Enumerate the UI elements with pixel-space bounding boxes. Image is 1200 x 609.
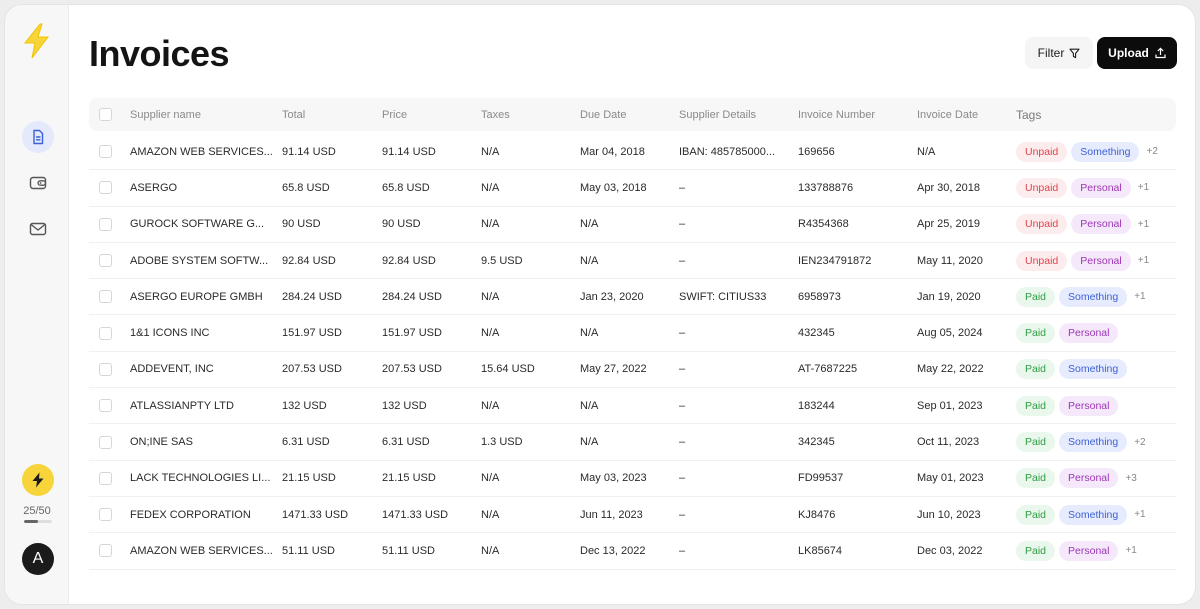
invoices-table [89,98,1176,570]
cell-supplier-details: – [679,436,686,449]
table-row[interactable] [89,207,1176,243]
row-checkbox[interactable] [99,436,112,449]
header-tags: Tags [1016,107,1042,122]
table-row[interactable] [89,461,1176,497]
tag-badge[interactable]: Something [1059,505,1127,525]
cell-invoice-number: R4354368 [798,218,849,231]
cell-tags [1016,134,1176,169]
cell-supplier-name: ASERGO EUROPE GMBH [130,290,263,303]
upload-icon [1155,47,1166,59]
row-checkbox-cell[interactable] [99,170,112,205]
row-checkbox[interactable] [99,363,112,376]
cell-invoice-number: IEN234791872 [798,254,872,267]
cell-due-date: N/A [580,436,599,449]
tag-badge[interactable]: Personal [1071,178,1130,198]
cell-invoice-date: Oct 11, 2023 [917,436,980,449]
cell-due-date: Mar 04, 2018 [580,145,645,158]
cell-invoice-date: Jan 19, 2020 [917,290,981,303]
cell-due-date: May 27, 2022 [580,363,647,376]
more-tags-count[interactable]: +1 [1137,182,1150,194]
cell-invoice-date: Apr 30, 2018 [917,181,980,194]
row-checkbox[interactable] [99,290,112,303]
cell-invoice-number: 183244 [798,399,835,412]
row-checkbox[interactable] [99,181,112,194]
header-supplier-details[interactable]: Supplier Details [679,108,757,121]
cell-supplier-name: 1&1 ICONS INC [130,327,210,340]
header-due-date[interactable]: Due Date [580,108,627,121]
table-row[interactable] [89,170,1176,206]
row-checkbox-cell[interactable] [99,134,112,169]
table-row[interactable] [89,134,1176,170]
cell-total: 1471.33 USD [282,508,349,521]
more-tags-count[interactable]: +1 [1137,218,1150,230]
wallet-icon [29,175,47,191]
cell-invoice-number: 133788876 [798,181,854,194]
tag-badge[interactable]: Something [1071,142,1139,162]
cell-total: 21.15 USD [282,472,336,485]
cell-tags [1016,315,1176,350]
cell-taxes: N/A [481,327,500,340]
cell-supplier-details: – [679,472,686,485]
row-checkbox[interactable] [99,327,112,340]
upload-button-label: Upload [1108,46,1149,60]
cell-taxes: 15.64 USD [481,363,535,376]
row-checkbox-cell[interactable] [99,424,112,459]
row-checkbox-cell[interactable] [99,497,112,532]
cell-supplier-details: – [679,399,686,412]
cell-taxes: N/A [481,544,500,557]
header-taxes[interactable]: Taxes [481,108,510,121]
tag-badge[interactable]: Personal [1071,214,1130,234]
cell-invoice-date: Dec 03, 2022 [917,544,983,557]
cell-invoice-number: 432345 [798,327,835,340]
row-checkbox[interactable] [99,145,112,158]
cell-price: 284.24 USD [382,290,442,303]
table-row[interactable] [89,243,1176,279]
status-badge[interactable]: Unpaid [1016,178,1067,198]
cell-price: 51.11 USD [382,544,435,557]
more-tags-count[interactable]: +1 [1137,255,1150,267]
cell-supplier-name: ASERGO [130,181,178,194]
cell-due-date: May 03, 2023 [580,472,647,485]
row-checkbox-cell[interactable] [99,207,112,242]
cell-supplier-name: ADOBE SYSTEM SOFTW... [130,254,269,267]
cell-supplier-details: SWIFT: CITIUS33 [679,290,767,303]
cell-invoice-number: 169656 [798,145,835,158]
upload-button[interactable] [1097,37,1177,69]
cell-invoice-date: May 11, 2020 [917,254,983,267]
cell-supplier-details: – [679,327,686,340]
credits-count: 25/50 [23,505,51,517]
tag-badge[interactable]: Personal [1059,396,1118,416]
header-total[interactable]: Total [282,108,306,121]
cell-taxes: N/A [481,181,500,194]
more-tags-count[interactable]: +1 [1125,545,1137,557]
cell-invoice-date: May 22, 2022 [917,363,984,376]
cell-invoice-date: Sep 01, 2023 [917,399,983,412]
cell-tags [1016,243,1176,278]
more-tags-count[interactable]: +2 [1146,146,1158,158]
more-tags-count[interactable]: +1 [1134,291,1146,303]
row-checkbox-cell[interactable] [99,388,112,423]
app-window [4,4,1196,605]
table-row[interactable] [89,533,1176,569]
more-tags-count[interactable]: +2 [1134,436,1146,448]
status-badge[interactable]: Unpaid [1016,214,1067,234]
header-invoice-number[interactable]: Invoice Number [798,108,876,121]
sidebar [5,5,69,604]
cell-supplier-name: GUROCK SOFTWARE G... [130,218,265,231]
cell-due-date: N/A [580,327,599,340]
row-checkbox[interactable] [99,218,112,231]
cell-supplier-details: – [679,508,686,521]
row-checkbox[interactable] [99,472,112,485]
cell-tags [1016,207,1176,242]
cell-tags [1016,352,1176,387]
cell-total: 207.53 USD [282,363,342,376]
cell-invoice-number: 342345 [798,436,835,449]
cell-due-date: Dec 13, 2022 [580,544,646,557]
cell-tags [1016,497,1176,532]
cell-supplier-name: LACK TECHNOLOGIES LI... [130,472,271,485]
nav-invoices[interactable] [22,121,54,153]
cell-supplier-details: – [679,254,686,267]
row-checkbox[interactable] [99,544,112,557]
cell-invoice-date: May 01, 2023 [917,472,984,485]
cell-total: 6.31 USD [282,436,330,449]
cell-price: 92.84 USD [382,254,436,267]
cell-price: 91.14 USD [382,145,436,158]
table-body [89,134,1176,570]
table-header [89,98,1176,131]
lightning-logo-icon[interactable] [21,23,53,59]
tag-badge[interactable]: Something [1059,359,1127,379]
cell-invoice-number: LK85674 [798,544,843,557]
select-all-checkbox[interactable] [99,108,112,121]
tag-badge[interactable]: Something [1059,432,1127,452]
more-tags-count[interactable]: +1 [1134,509,1146,521]
credits-badge[interactable] [22,464,54,496]
cell-total: 284.24 USD [282,290,342,303]
cell-taxes: N/A [481,145,500,158]
table-row[interactable] [89,388,1176,424]
header-supplier-name[interactable]: Supplier name [130,108,201,121]
row-checkbox-cell[interactable] [99,533,112,568]
cell-total: 51.11 USD [282,544,335,557]
row-checkbox-cell[interactable] [99,352,112,387]
cell-taxes: 1.3 USD [481,436,523,449]
row-checkbox[interactable] [99,254,112,267]
status-badge[interactable]: Paid [1016,323,1055,343]
cell-due-date: N/A [580,399,599,412]
table-row[interactable] [89,497,1176,533]
nav-mail[interactable] [22,213,54,245]
filter-button[interactable] [1025,37,1093,69]
cell-taxes: N/A [481,218,500,231]
credits-progress-fill [24,520,38,523]
table-row[interactable] [89,424,1176,460]
lightning-icon [31,472,45,488]
cell-due-date: N/A [580,254,599,267]
cell-tags [1016,388,1176,423]
cell-price: 132 USD [382,399,427,412]
cell-due-date: Jun 11, 2023 [580,508,643,521]
cell-tags [1016,461,1176,496]
cell-supplier-details: IBAN: 485785000... [679,145,776,158]
cell-invoice-date: Aug 05, 2024 [917,327,983,340]
cell-price: 21.15 USD [382,472,436,485]
status-badge[interactable]: Paid [1016,432,1055,452]
row-checkbox-cell[interactable] [99,315,112,350]
filter-icon [1069,48,1080,59]
cell-supplier-details: – [679,363,686,376]
cell-due-date: Jan 23, 2020 [580,290,644,303]
cell-tags [1016,424,1176,459]
tag-badge[interactable]: Personal [1059,468,1118,488]
cell-total: 132 USD [282,399,327,412]
cell-invoice-date: Apr 25, 2019 [917,218,980,231]
cell-supplier-name: FEDEX CORPORATION [130,508,251,521]
row-checkbox[interactable] [99,508,112,521]
cell-price: 207.53 USD [382,363,442,376]
cell-invoice-date: Jun 10, 2023 [917,508,981,521]
cell-total: 65.8 USD [282,181,330,194]
cell-supplier-name: ATLASSIANPTY LTD [130,399,234,412]
tag-badge[interactable]: Something [1059,287,1127,307]
status-badge[interactable]: Unpaid [1016,251,1067,271]
cell-taxes: N/A [481,508,500,521]
row-checkbox-cell[interactable] [99,243,112,278]
cell-taxes: N/A [481,399,500,412]
cell-total: 90 USD [282,218,321,231]
cell-price: 151.97 USD [382,327,442,340]
status-badge[interactable]: Paid [1016,541,1055,561]
select-all-cell[interactable] [99,98,112,131]
credits-progress-bar [24,520,52,523]
filter-button-label: Filter [1037,46,1065,60]
mail-icon [29,221,47,237]
cell-price: 65.8 USD [382,181,430,194]
cell-invoice-date: N/A [917,145,936,158]
more-tags-count[interactable]: +3 [1125,472,1137,484]
status-badge[interactable]: Paid [1016,359,1055,379]
cell-taxes: 9.5 USD [481,254,523,267]
cell-invoice-number: AT-7687225 [798,363,858,376]
cell-supplier-name: ON;INE SAS [130,436,193,449]
cell-total: 92.84 USD [282,254,336,267]
cell-supplier-name: ADDEVENT, INC [130,363,214,376]
cell-due-date: N/A [580,218,599,231]
cell-taxes: N/A [481,472,500,485]
status-badge[interactable]: Paid [1016,468,1055,488]
cell-due-date: May 03, 2018 [580,181,647,194]
status-badge[interactable]: Paid [1016,505,1055,525]
status-badge[interactable]: Paid [1016,287,1055,307]
table-row[interactable] [89,315,1176,351]
cell-price: 90 USD [382,218,421,231]
cell-supplier-name: AMAZON WEB SERVICES... [130,544,273,557]
row-checkbox-cell[interactable] [99,279,112,314]
cell-supplier-name: AMAZON WEB SERVICES... [130,145,273,158]
cell-price: 1471.33 USD [382,508,449,521]
cell-invoice-number: 6958973 [798,290,841,303]
cell-supplier-details: – [679,544,686,557]
nav-wallet[interactable] [22,167,54,199]
header-invoice-date[interactable]: Invoice Date [917,108,979,121]
cell-supplier-details: – [679,218,686,231]
row-checkbox[interactable] [99,399,112,412]
header-price[interactable]: Price [382,108,408,121]
cell-supplier-details: – [679,181,686,194]
avatar[interactable]: A [22,543,54,575]
cell-tags [1016,170,1176,205]
cell-total: 151.97 USD [282,327,342,340]
row-checkbox-cell[interactable] [99,461,112,496]
cell-total: 91.14 USD [282,145,336,158]
tag-badge[interactable]: Personal [1071,251,1130,271]
tag-badge[interactable]: Personal [1059,541,1118,561]
page-title: Invoices [89,33,230,74]
cell-tags [1016,279,1176,314]
status-badge[interactable]: Paid [1016,396,1055,416]
cell-tags [1016,533,1176,568]
table-row[interactable] [89,279,1176,315]
cell-invoice-number: KJ8476 [798,508,836,521]
cell-price: 6.31 USD [382,436,430,449]
table-row[interactable] [89,352,1176,388]
cell-invoice-number: FD99537 [798,472,844,485]
cell-taxes: N/A [481,290,500,303]
status-badge[interactable]: Unpaid [1016,142,1067,162]
document-icon [30,129,46,145]
tag-badge[interactable]: Personal [1059,323,1118,343]
